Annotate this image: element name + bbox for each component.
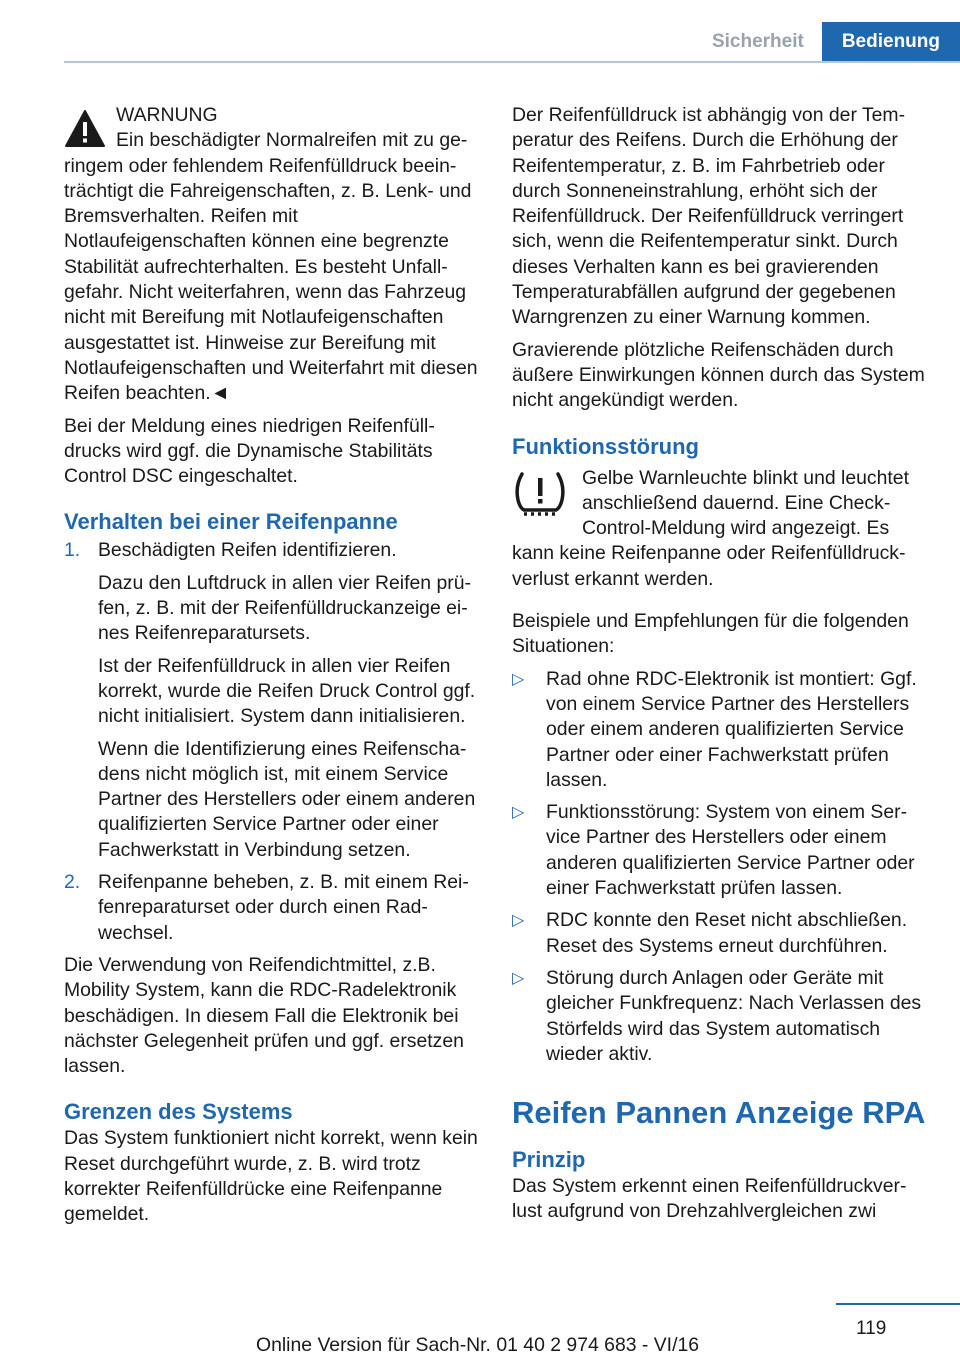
step-number: 2.	[64, 871, 81, 894]
tab-sicherheit[interactable]: Sicherheit	[694, 22, 822, 62]
heading-limits: Grenzen des Systems	[64, 1099, 293, 1125]
header-tabs	[694, 22, 960, 62]
left-column	[64, 103, 482, 1228]
header-divider	[64, 61, 960, 63]
tab-bedienung[interactable]: Bedienung	[822, 22, 960, 62]
step-text: Beschädigten Reifen identifizieren.	[98, 539, 397, 562]
heading-principle: Prinzip	[512, 1147, 586, 1173]
warning-title: WARNUNG	[116, 104, 218, 126]
warning-triangle-icon	[64, 109, 106, 149]
paragraph-limits: Das System funktioniert nicht korrekt, wenn kein Reset durchgeführt wurde, z. B. wird trotz korrekter Reifenfülldrücke eine Reifenpanne gemeldet.	[64, 1127, 478, 1226]
step-text: Dazu den Luftdruck in allen vier Reifen prüfen, z. B. mit der Reifenfülldruckanzeige eines Reifenreparatursets.	[98, 571, 471, 645]
malfunction-block	[512, 466, 930, 592]
situation-list	[512, 667, 930, 1067]
tire-pressure-warning-icon	[512, 470, 568, 518]
heading-rpa: Reifen Pannen Anzeige RPA	[512, 1095, 926, 1131]
list-item: ▷ RDC konnte den Reset nicht abschließen. Reset des Systems erneut durchführen.	[512, 908, 930, 959]
list-item: ▷ Funktionsstörung: System von einem Service Partner des Herstellers oder einem anderen qualifizierten Service Partner oder einer Fachwerkstatt prüfen lassen.	[512, 800, 930, 901]
paragraph-sealant: Die Verwendung von Reifendichtmittel, z.B. Mobility System, kann die RDC-Radelektronik beschädigen. In diesem Fall die Elektronik bei nächster Gelegenheit prüfen und ggf. ersetzen lassen.	[64, 953, 464, 1078]
right-column	[512, 103, 930, 1225]
step-text: Reifenpanne beheben, z. B. mit einem Reifenreparaturset oder durch einen Radwechsel.	[98, 871, 469, 944]
page-number-rule	[836, 1303, 960, 1305]
heading-puncture: Verhalten bei einer Reifenpanne	[64, 509, 398, 535]
paragraph-principle: Das System erkennt einen Reifenfülldruckverlust aufgrund von Drehzahlvergleichen zwi	[512, 1175, 907, 1223]
online-version-note: Online Version für Sach-Nr. 01 40 2 974 683 - VI/16	[256, 1334, 700, 1356]
step-number: 1.	[64, 539, 81, 562]
list-item: ▷ Rad ohne RDC-Elektronik ist montiert: Ggf. von einem Service Partner des Herstellers oder einem anderen qualifizierten Service Partner oder einer Fachwerkstatt prüfen lassen.	[512, 667, 930, 793]
step-text: Wenn die Identifizierung eines Reifenschadens nicht möglich ist, mit einem Service Partner des Herstellers oder einem anderen qualifizierten Service Partner oder einer Fachwerkstatt in Verbindung setzen.	[98, 737, 476, 861]
paragraph-temperature: Der Reifenfülldruck ist abhängig von der Temperatur des Reifens. Durch die Erhöhung der Reifentemperatur, z. B. im Fahrbetrieb oder durch Sonneneinstrahlung, erhöht sich der Reifenfülldruck. Der Reifenfülldruck verringert sich, wenn die Reifentemperatur sinkt. Durch dieses Verhalten kann es bei gravierenden Temperaturabfällen aufgrund der gegebenen Warngrenzen zu einer Warnung kommen.	[512, 104, 906, 329]
heading-malfunction: Funktionsstörung	[512, 433, 699, 459]
malfunction-text: Gelbe Warnleuchte blinkt und leuchtet anschließend dauernd. Eine Check-Control-Meldung wird angezeigt. Es kann keine Reifenpanne oder Reifenfülldruckverlust erkannt werden.	[512, 466, 909, 590]
step-item	[64, 870, 482, 946]
puncture-steps	[64, 538, 482, 945]
warning-text: Ein beschädigter Normalreifen mit zu geringem oder fehlendem Reifenfülldruck beeinträchtigt die Fahreigenschaften, z. B. Lenk- und Bremsverhalten. Reifen mit Notlaufeigenschaften können eine begrenzte Stabilität aufrechterhalten. Es besteht Unfallgefahr. Nicht weiterfahren, wenn das Fahrzeug nicht mit Bereifung mit Notlaufeigenschaften ausgestattet ist. Hinweise zur Bereifung mit Notlaufeigenschaften und Weiterfahrt mit diesen Reifen beachten.◄	[64, 129, 478, 405]
paragraph-sudden-damage: Gravierende plötzliche Reifenschäden durch äußere Einwirkungen können durch das System nicht angekündigt werden.	[512, 338, 925, 412]
page-number: 119	[856, 1318, 887, 1339]
step-item	[64, 538, 482, 863]
step-text: Ist der Reifenfülldruck in allen vier Reifen korrekt, wurde die Reifen Druck Control ggf. nicht initialisiert. System dann initialisieren.	[98, 654, 476, 728]
paragraph-examples: Beispiele und Empfehlungen für die folgenden Situationen:	[512, 610, 909, 658]
warning-block	[64, 103, 482, 407]
paragraph-low-pressure: Bei der Meldung eines niedrigen Reifenfülldrucks wird ggf. die Dynamische Stabilitäts Control DSC eingeschaltet.	[64, 414, 435, 488]
list-item: ▷ Störung durch Anlagen oder Geräte mit gleicher Funkfrequenz: Nach Verlassen des Störfelds wird das System automatisch wieder aktiv.	[512, 966, 930, 1067]
